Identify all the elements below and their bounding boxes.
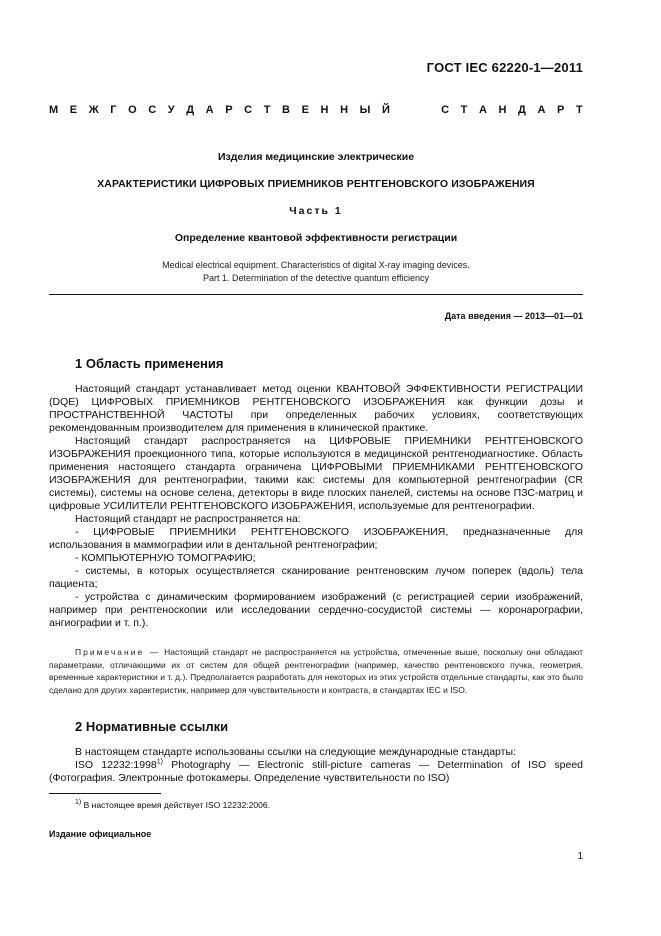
header-divider [49,294,583,295]
banner-letter: Ж [88,104,99,116]
paragraph: Настоящий стандарт распространяется на ЦИФРОВЫЕ ПРИЕМНИКИ РЕНТГЕНОВСКОГО ИЗОБРАЖЕНИЯ проекционного типа, которые используются в медицинской рентгенодиагностике. Область применения настоящего стандарта ограничена ЦИФРОВЫМИ ПРИЕМНИКАМИ РЕНТГЕНОВСКОГО ИЗОБРАЖЕНИЯ для рентгенографии, такими как: системы для компьютерной рентгенографии (CR системы), системы на основе селена, детекторы в виде плоских панелей, системы на основе ПЗС-матриц и цифровые УСИЛИТЕЛИ РЕНТГЕНОВСКОГО ИЗОБРАЖЕНИЯ, используемые для рентгенографии. [49,435,583,512]
paragraph: В настоящем стандарте использованы ссылки на следующие международные стандарты: [75,746,516,758]
title-line-1: Изделия медицинские электрические [217,151,415,163]
banner-letter: М [49,104,59,116]
list-item: - ЦИФРОВЫЕ ПРИЕМНИКИ РЕНТГЕНОВСКОГО ИЗОБРАЖЕНИЯ, предназначенные для использования в маммографии или в дентальной рентгенографии; [49,526,583,551]
paragraph: Настоящий стандарт устанавливает метод оценки КВАНТОВОЙ ЭФФЕКТИВНОСТИ РЕГИСТРАЦИИ (DQE) ЦИФРОВЫХ ПРИЕМНИКОВ РЕНТГЕНОВСКОГО ИЗОБРАЖЕНИЯ как функции дозы и ПРОСТРАНСТВЕННОЙ ЧАСТОТЫ при определенных рабочих условиях, соответствующих рекомендованным производителем для применения в клинической практике. [49,383,583,434]
banner-letter [401,104,429,116]
banner-letter: Н [320,104,329,116]
official-edition: Издание официальное [49,829,152,839]
banner-letter: С [244,104,253,116]
banner-letter: С [148,104,157,116]
title-line-2: ХАРАКТЕРИСТИКИ ЦИФРОВЫХ ПРИЕМНИКОВ РЕНТГЕНОВСКОГО ИЗОБРАЖЕНИЯ [97,178,535,190]
footnote-divider [49,793,161,794]
footnote-mark: 1) [75,799,82,807]
banner-letter: В [282,104,290,116]
note-label: Примечание — [75,647,161,657]
footnote [75,800,270,810]
banner-letter: Н [340,104,349,116]
effective-date: Дата введения — 2013—01—01 [444,311,583,321]
banner-letter: А [205,104,214,116]
banner-letter: Р [225,104,233,116]
banner-letter: Т [263,104,271,116]
banner-letter: Й [381,104,390,116]
banner-letter: Р [557,104,565,116]
note-text: Настоящий стандарт не распространяется на устройства, отмеченные выше, поскольку они обладают параметрами, отличающими их от систем для общей рентгенографии (например, качество рентгеновского пучка, геометрия, временные характеристики и т. д.). Предполагается разработать для некоторых из этих устройств отдельные стандарты, как это было сделано для других характеристик, например для чувствительности и контраста, в стандартах IEC и ISO. [49,647,583,695]
list-item: - КОМПЬЮТЕРНУЮ ТОМОГРАФИЮ; [75,552,256,564]
footnote-marker: 1) [156,758,164,766]
paragraph: Настоящий стандарт не распространяется на: [75,513,301,525]
list-item: - устройства с динамическим формированием изображений (с регистрацией серии изображений, например при рентгеноскопии или исследовании сердечно-сосудистой системы — коронарографии, ангиографии и т. п.). [49,591,583,629]
footnote-text: В настоящее время действует ISO 12232:2006. [81,800,270,810]
reference-text: Photography — Electronic still-picture cameras — Determination of ISO speed (Фотография. Электронные фотокамеры. Определение чувствительности по ISO) [49,759,584,784]
part-label: Часть 1 [289,205,343,217]
section-2-heading: 2 Нормативные ссылки [75,719,229,734]
page-number: 1 [577,851,583,862]
list-item: - системы, в которых осуществляется сканирование рентгеновским лучом поперек (вдоль) тела пациента; [49,565,583,590]
banner-letter: Н [498,104,507,116]
banner-letter: Д [518,104,526,116]
banner-letter: Т [460,104,468,116]
english-title [49,259,583,285]
banner-letter: О [128,104,137,116]
note-paragraph [49,646,583,696]
banner-letter: Е [69,104,78,116]
banner-letter: Т [575,104,583,116]
banner-letter: А [537,104,546,116]
reference-item [49,759,583,785]
banner-letter: Г [110,104,117,116]
english-title-line-1: Medical electrical equipment. Characteristics of digital X-ray imaging devices. [162,260,470,270]
standard-banner [49,104,583,116]
gost-code: ГОСТ IEC 62220-1—2011 [426,60,583,75]
english-title-line-2: Part 1. Determination of the detective quantum efficiency [203,273,429,283]
section-1-body [49,383,583,630]
note [49,646,583,696]
banner-letter: Ы [359,104,371,116]
section-2-body [49,746,583,785]
banner-letter: Д [186,104,195,116]
subtitle: Определение квантовой эффективности регистрации [174,232,458,244]
banner-letter: А [478,104,487,116]
banner-letter: Е [301,104,309,116]
section-1-heading: 1 Область применения [75,356,224,371]
reference-code: ISO 12232:1998 [75,759,157,771]
banner-letter: У [167,104,175,116]
banner-letter: С [441,104,450,116]
